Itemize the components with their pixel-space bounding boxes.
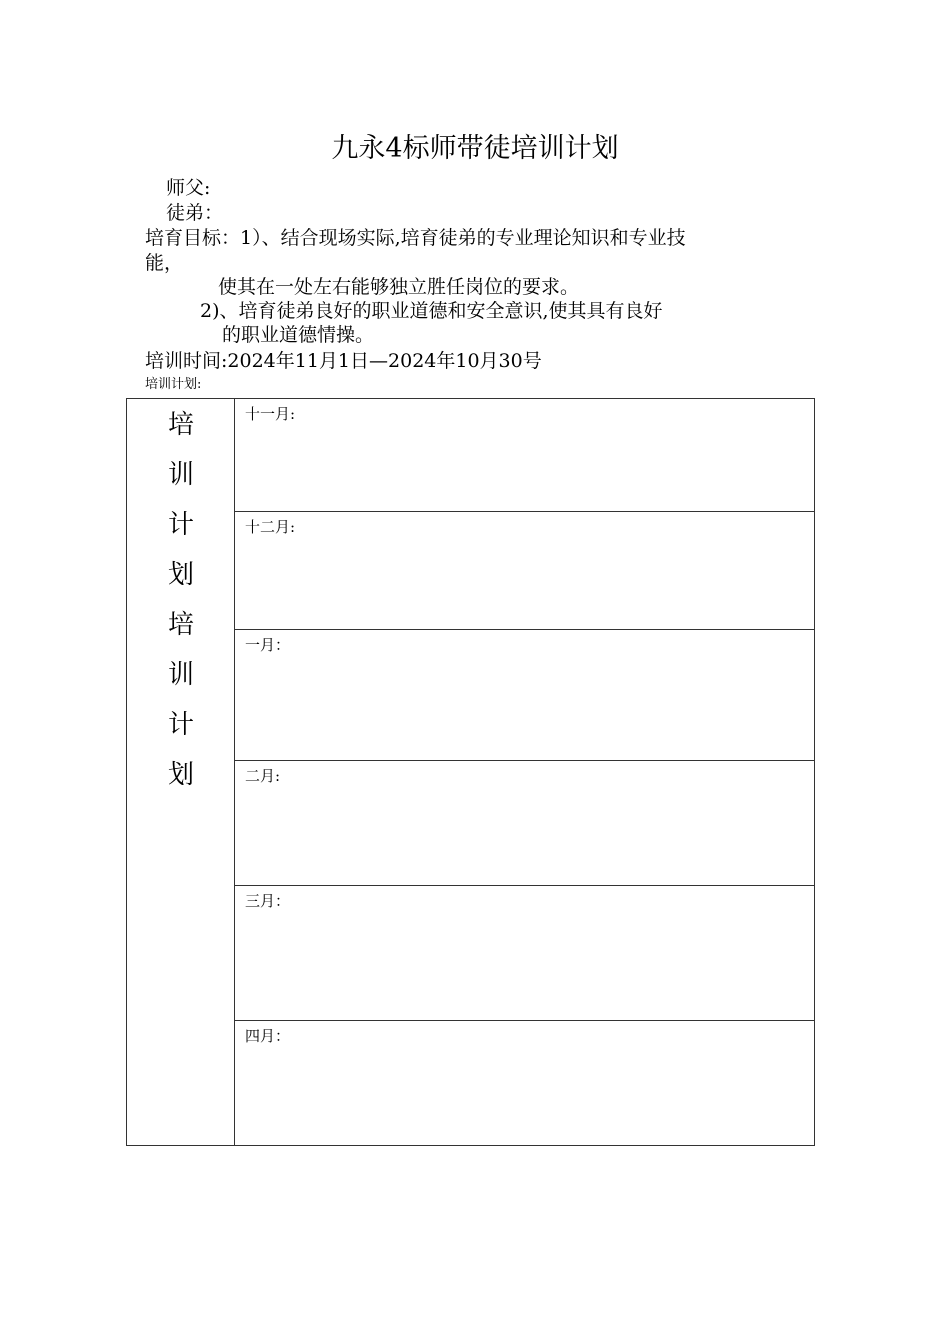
month-row-february xyxy=(235,761,814,886)
goal-line-4: 2)、培育徒弟良好的职业道德和安全意识,使其具有良好 xyxy=(200,300,663,322)
month-row-january xyxy=(235,630,814,761)
month-row-november xyxy=(235,399,814,512)
goal-line-3: 使其在一处左右能够独立胜任岗位的要求。 xyxy=(218,276,580,298)
vertical-char: 计 xyxy=(167,710,194,740)
month-label: 二月: xyxy=(245,767,281,785)
goal-line-5: 的职业道德情操。 xyxy=(222,324,375,346)
master-label: 师父: xyxy=(166,177,211,199)
month-label: 三月： xyxy=(245,892,291,910)
month-label: 十二月: xyxy=(245,518,296,536)
vertical-char: 培 xyxy=(167,610,194,640)
goal-line-1: 培育目标：1）、结合现场实际,培育徒弟的专业理论知识和专业技 xyxy=(145,227,686,249)
training-time: 培训时间:2024年11月1日—2024年10月30号 xyxy=(145,350,542,372)
month-label: 一月： xyxy=(245,636,291,654)
plan-label: 培训计划: xyxy=(145,377,202,392)
vertical-char: 计 xyxy=(167,510,194,540)
vertical-char: 训 xyxy=(167,460,194,490)
month-label: 四月： xyxy=(245,1027,291,1045)
vertical-char: 训 xyxy=(167,660,194,690)
training-plan-table xyxy=(126,398,815,1146)
vertical-title-column xyxy=(127,399,235,1145)
vertical-char: 划 xyxy=(167,760,194,790)
goal-line-2: 能， xyxy=(145,252,184,274)
month-row-march xyxy=(235,886,814,1021)
month-row-april xyxy=(235,1021,814,1145)
vertical-char: 划 xyxy=(167,560,194,590)
apprentice-label: 徒弟： xyxy=(166,202,224,224)
vertical-char: 培 xyxy=(167,410,194,440)
page-title: 九永4标师带徒培训计划 xyxy=(331,133,619,164)
month-label: 十一月: xyxy=(245,405,296,423)
month-row-december xyxy=(235,512,814,630)
